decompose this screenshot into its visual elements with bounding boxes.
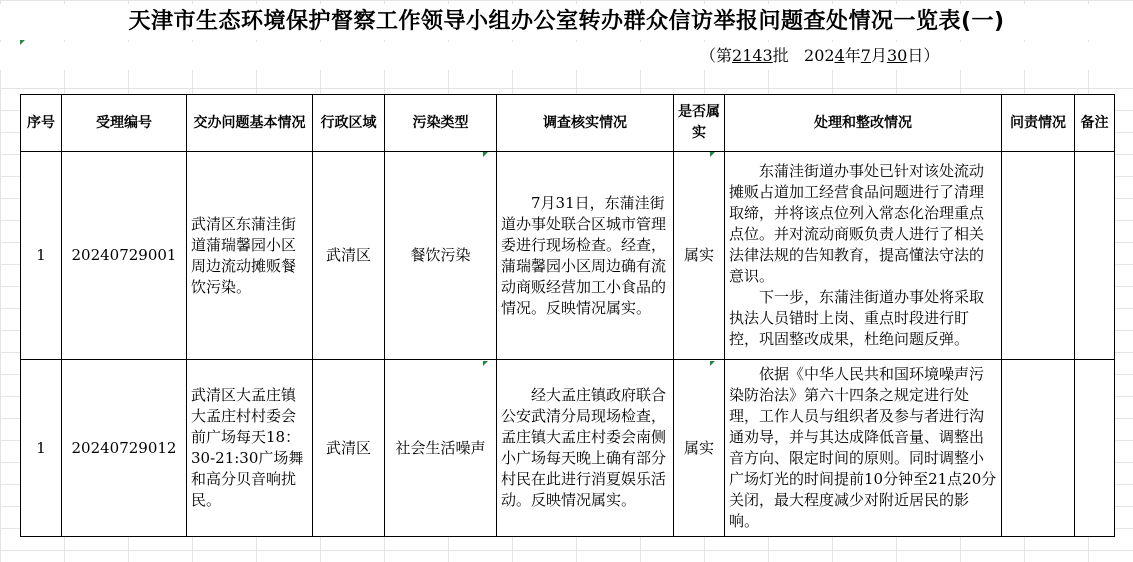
cell-case-id[interactable]: 20240729012 xyxy=(62,360,187,537)
year-label: 年 xyxy=(844,46,861,65)
batch-date-line xyxy=(0,42,1133,70)
subtitle-open: （第 xyxy=(700,46,733,65)
table-row xyxy=(21,152,1115,360)
header-remark: 备注 xyxy=(1075,95,1115,152)
handling-paragraph: 依据《中华人民共和国环境噪声污染防治法》第六十四条之规定进行处理，工作人员与组织者及参与者进行沟通劝导，并与其达成降低音量、调整出音方向、限定时间的原则。同时调整小广场灯光的时间提前10分钟至21点20分关闭，最大程度减少对附近居民的影响。 xyxy=(729,365,997,530)
cell-index[interactable]: 1 xyxy=(21,152,62,360)
cell-verified[interactable]: 属实 xyxy=(674,360,725,537)
cell-remark[interactable] xyxy=(1075,152,1115,360)
cell-handling[interactable] xyxy=(725,360,1002,537)
cell-accountability[interactable] xyxy=(1002,360,1075,537)
year-digit: 4 xyxy=(834,46,845,65)
cell-marker-icon xyxy=(20,40,25,45)
cell-marker-icon xyxy=(710,152,715,157)
month-label: 月 xyxy=(870,46,887,65)
cell-district[interactable]: 武清区 xyxy=(313,360,385,537)
header-issue: 交办问题基本情况 xyxy=(187,95,313,152)
year-prefix: 202 xyxy=(804,46,835,65)
handling-paragraph: 下一步，东蒲洼街道办事处将采取执法人员错时上岗、重点时段进行盯控，巩固整改成果，杜绝问题反弹。 xyxy=(729,288,985,348)
month-value: 7 xyxy=(860,46,871,65)
batch-number: 2143 xyxy=(732,46,773,65)
cell-verified[interactable]: 属实 xyxy=(674,152,725,360)
cell-issue[interactable]: 武清区大孟庄镇大孟庄村村委会前广场每天18：30-21:30广场舞和高分贝音响扰民。 xyxy=(187,360,313,537)
cell-pollution-type[interactable]: 社会生活噪声 xyxy=(385,360,497,537)
cell-marker-icon xyxy=(483,361,488,366)
header-verified: 是否属实 xyxy=(674,95,725,152)
day-value: 30 xyxy=(886,46,908,65)
report-table xyxy=(20,94,1115,537)
header-district: 行政区域 xyxy=(313,95,385,152)
cell-issue[interactable]: 武清区东蒲洼街道蒲瑞馨园小区周边流动摊贩餐饮污染。 xyxy=(187,152,313,360)
cell-case-id[interactable]: 20240729001 xyxy=(62,152,187,360)
cell-pollution-type[interactable]: 餐饮污染 xyxy=(385,152,497,360)
batch-suffix: 批 xyxy=(772,46,789,65)
page-title: 天津市生态环境保护督察工作领导小组办公室转办群众信访举报问题查处情况一览表(一) xyxy=(0,4,1133,40)
table-row xyxy=(21,360,1115,537)
cell-marker-icon xyxy=(710,361,715,366)
header-investigation: 调查核实情况 xyxy=(497,95,674,152)
cell-remark[interactable] xyxy=(1075,360,1115,537)
cell-district[interactable]: 武清区 xyxy=(313,152,385,360)
cell-accountability[interactable] xyxy=(1002,152,1075,360)
header-handling: 处理和整改情况 xyxy=(725,95,1002,152)
header-pollution-type: 污染类型 xyxy=(385,95,497,152)
header-row xyxy=(21,95,1115,152)
cell-investigation[interactable]: 7月31日，东蒲洼街道办事处联合区城市管理委进行现场检查。经查，蒲瑞馨园小区周边确有流动商贩经营加工小食品的情况。反映情况属实。 xyxy=(497,152,674,360)
cell-marker-icon xyxy=(483,152,488,157)
cell-handling[interactable] xyxy=(725,152,1002,360)
header-accountability: 问责情况 xyxy=(1002,95,1075,152)
header-index: 序号 xyxy=(21,95,62,152)
day-label: 日） xyxy=(907,46,940,65)
cell-investigation[interactable]: 经大孟庄镇政府联合公安武清分局现场检查，孟庄镇大孟庄村委会南侧小广场每天晚上确有部分村民在此进行消夏娱乐活动。反映情况属实。 xyxy=(497,360,674,537)
handling-paragraph: 东蒲洼街道办事处已针对该处流动摊贩占道加工经营食品问题进行了清理取缔，并将该点位列入常态化治理重点点位。并对流动商贩负责人进行了相关法律法规的告知教育，提高懂法守法的意识。 xyxy=(729,162,985,285)
cell-index[interactable]: 1 xyxy=(21,360,62,537)
header-case-id: 受理编号 xyxy=(62,95,187,152)
